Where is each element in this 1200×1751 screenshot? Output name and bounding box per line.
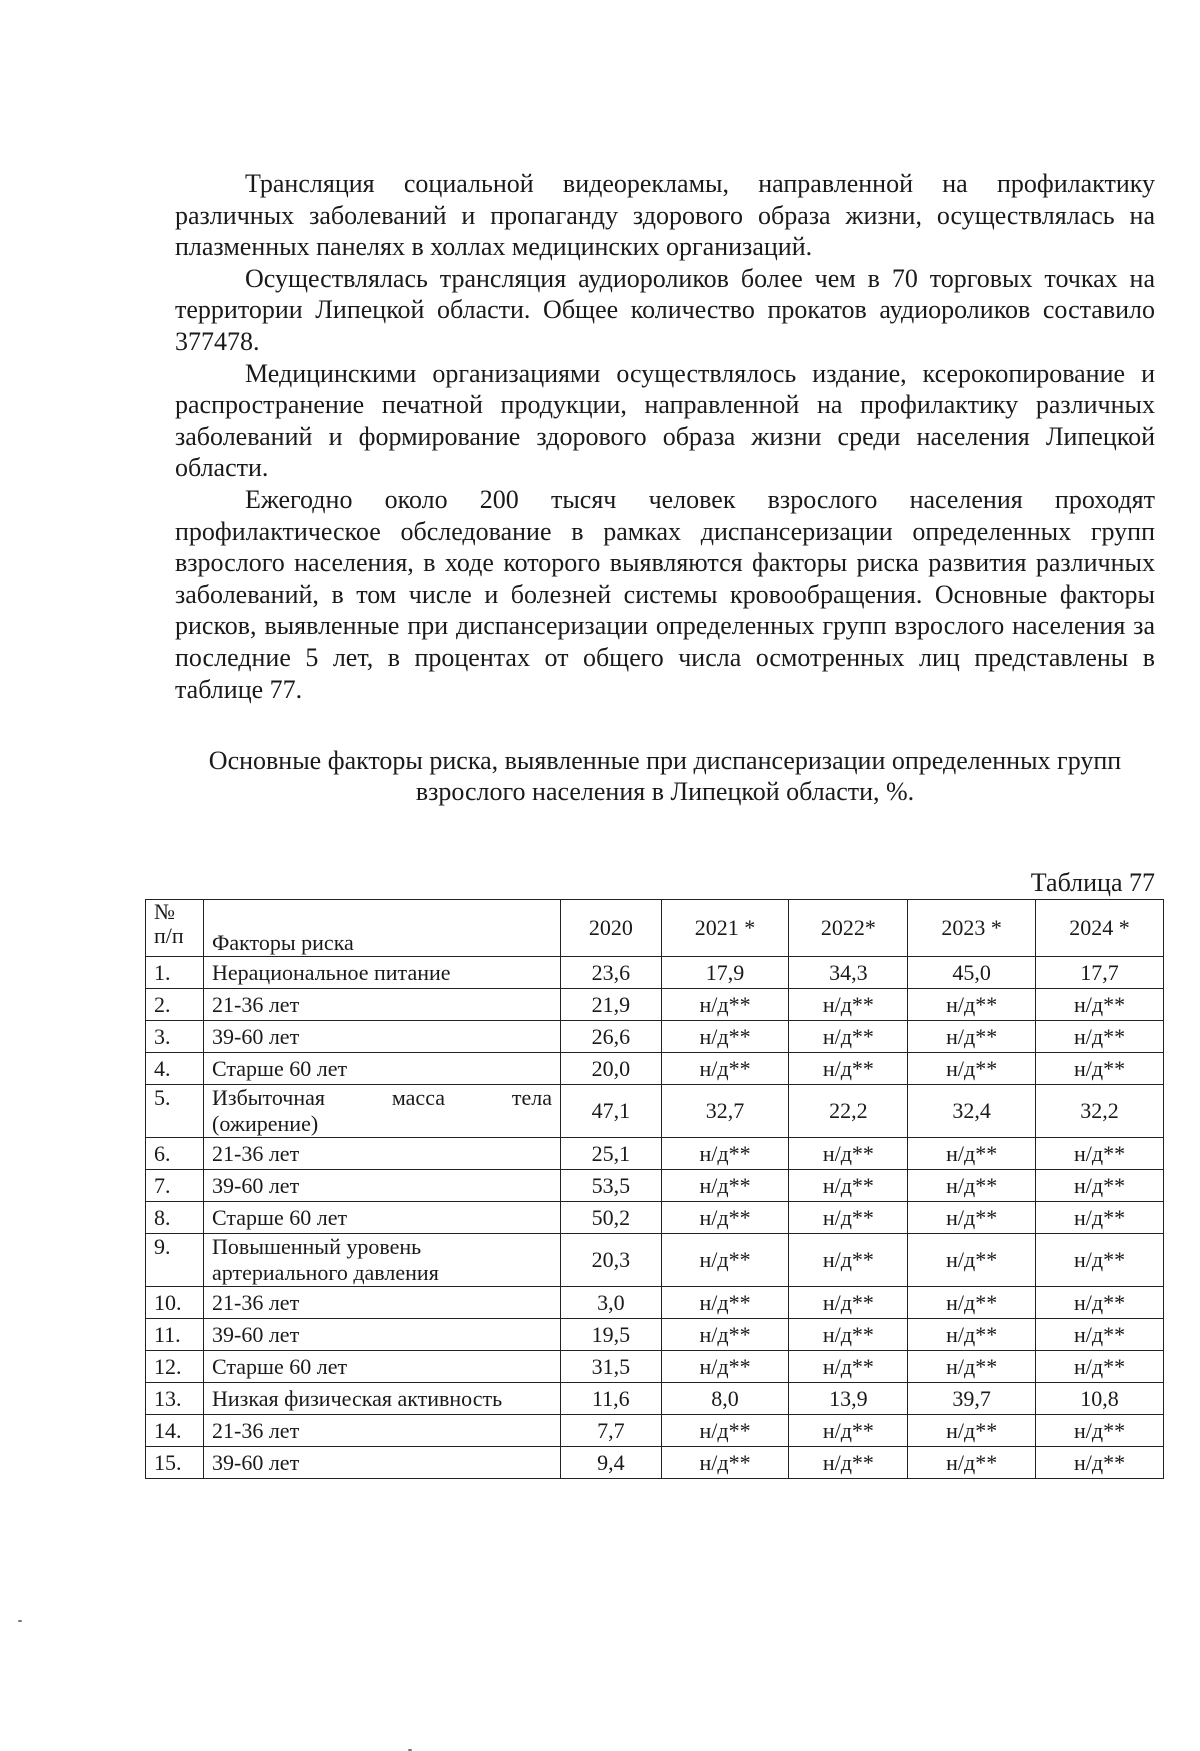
- risk-factor-cell: [204, 1234, 561, 1287]
- value-cell: 19,5: [561, 1319, 662, 1351]
- value-cell: 10,8: [1036, 1383, 1164, 1415]
- value-cell: н/д**: [908, 1021, 1036, 1053]
- value-cell: 25,1: [561, 1138, 662, 1170]
- value-cell: 23,6: [561, 957, 662, 989]
- header-year: 2021 *: [661, 900, 789, 957]
- value-cell: н/д**: [789, 1234, 908, 1287]
- risk-factor-cell: 39-60 лет: [204, 1447, 561, 1479]
- value-cell: 20,3: [561, 1234, 662, 1287]
- value-cell: 11,6: [561, 1383, 662, 1415]
- value-cell: н/д**: [661, 1170, 789, 1202]
- risk-factor-cell: 21-36 лет: [204, 1138, 561, 1170]
- value-cell: н/д**: [1036, 1053, 1164, 1085]
- value-cell: н/д**: [1036, 1447, 1164, 1479]
- row-number: 6.: [146, 1138, 204, 1170]
- value-cell: 50,2: [561, 1202, 662, 1234]
- table-row: [146, 1447, 1164, 1479]
- table-row: [146, 1234, 1164, 1287]
- row-number: 11.: [146, 1319, 204, 1351]
- paragraph: Медицинскими организациями осуществлялось издание, ксерокопирование и распространение печатной продукции, направленной на профилактику различных заболеваний и формирование здорового образа жизни среди населения Липецкой области.: [175, 358, 1155, 483]
- table-row: [146, 1351, 1164, 1383]
- value-cell: н/д**: [1036, 1021, 1164, 1053]
- risk-factor-cell: Нерациональное питание: [204, 957, 561, 989]
- row-number: 15.: [146, 1447, 204, 1479]
- table-caption: [175, 745, 1155, 807]
- value-cell: 47,1: [561, 1085, 662, 1138]
- row-number: 4.: [146, 1053, 204, 1085]
- value-cell: н/д**: [789, 1287, 908, 1319]
- value-cell: н/д**: [908, 989, 1036, 1021]
- risk-factors-table: [145, 899, 1164, 1479]
- value-cell: 22,2: [789, 1085, 908, 1138]
- table-caption-line: Основные факторы риска, выявленные при диспансеризации определенных групп: [208, 746, 1122, 775]
- table-row: [146, 989, 1164, 1021]
- risk-factor-word: тела: [511, 1085, 552, 1110]
- value-cell: н/д**: [1036, 1138, 1164, 1170]
- value-cell: н/д**: [789, 1021, 908, 1053]
- table-row: [146, 1138, 1164, 1170]
- value-cell: 32,2: [1036, 1085, 1164, 1138]
- value-cell: н/д**: [1036, 1287, 1164, 1319]
- value-cell: 9,4: [561, 1447, 662, 1479]
- row-number: 12.: [146, 1351, 204, 1383]
- value-cell: н/д**: [661, 1447, 789, 1479]
- header-year: 2023 *: [908, 900, 1036, 957]
- header-num: № п/п: [146, 900, 204, 957]
- risk-factor-cell: Старше 60 лет: [204, 1053, 561, 1085]
- row-number: 10.: [146, 1287, 204, 1319]
- risk-factor-cell: 21-36 лет: [204, 1287, 561, 1319]
- value-cell: 17,9: [661, 957, 789, 989]
- value-cell: н/д**: [908, 1234, 1036, 1287]
- table-row: [146, 957, 1164, 989]
- body-text: [175, 168, 1155, 705]
- value-cell: н/д**: [908, 1319, 1036, 1351]
- row-number: 14.: [146, 1415, 204, 1447]
- risk-factor-cell: 39-60 лет: [204, 1021, 561, 1053]
- value-cell: н/д**: [661, 1351, 789, 1383]
- header-year: 2020: [561, 900, 662, 957]
- risk-factor-cell: 39-60 лет: [204, 1319, 561, 1351]
- value-cell: н/д**: [661, 1319, 789, 1351]
- value-cell: н/д**: [789, 1415, 908, 1447]
- row-number: 8.: [146, 1202, 204, 1234]
- value-cell: 45,0: [908, 957, 1036, 989]
- risk-factor-line: Повышенный уровень: [212, 1234, 422, 1259]
- value-cell: н/д**: [789, 1138, 908, 1170]
- value-cell: н/д**: [661, 1053, 789, 1085]
- value-cell: н/д**: [661, 989, 789, 1021]
- row-number: 1.: [146, 957, 204, 989]
- table-row: [146, 1170, 1164, 1202]
- value-cell: 34,3: [789, 957, 908, 989]
- value-cell: н/д**: [1036, 1351, 1164, 1383]
- value-cell: н/д**: [789, 1447, 908, 1479]
- value-cell: н/д**: [661, 1234, 789, 1287]
- row-number: 13.: [146, 1383, 204, 1415]
- value-cell: н/д**: [908, 1287, 1036, 1319]
- table-header-row: [146, 900, 1164, 957]
- value-cell: н/д**: [789, 1053, 908, 1085]
- value-cell: н/д**: [908, 1138, 1036, 1170]
- value-cell: 31,5: [561, 1351, 662, 1383]
- value-cell: н/д**: [1036, 1234, 1164, 1287]
- value-cell: н/д**: [789, 1319, 908, 1351]
- value-cell: н/д**: [789, 989, 908, 1021]
- value-cell: н/д**: [908, 1053, 1036, 1085]
- value-cell: 21,9: [561, 989, 662, 1021]
- value-cell: н/д**: [1036, 989, 1164, 1021]
- risk-factor-cell: Старше 60 лет: [204, 1351, 561, 1383]
- value-cell: н/д**: [1036, 1415, 1164, 1447]
- risk-factor-cell: Старше 60 лет: [204, 1202, 561, 1234]
- value-cell: н/д**: [661, 1021, 789, 1053]
- value-cell: н/д**: [661, 1287, 789, 1319]
- value-cell: 53,5: [561, 1170, 662, 1202]
- risk-factor-word: Избыточная: [212, 1085, 326, 1110]
- value-cell: 13,9: [789, 1383, 908, 1415]
- table-row: [146, 1053, 1164, 1085]
- value-cell: 7,7: [561, 1415, 662, 1447]
- risk-factor-word: масса: [391, 1085, 445, 1110]
- risk-factor-cell: [204, 1085, 561, 1138]
- risk-factor-cell: 21-36 лет: [204, 989, 561, 1021]
- value-cell: 26,6: [561, 1021, 662, 1053]
- header-factor: Факторы риска: [204, 900, 561, 957]
- row-number: 2.: [146, 989, 204, 1021]
- value-cell: н/д**: [908, 1447, 1036, 1479]
- risk-factor-cell: 39-60 лет: [204, 1170, 561, 1202]
- table-row: [146, 1415, 1164, 1447]
- row-number: 5.: [146, 1085, 204, 1138]
- value-cell: 17,7: [1036, 957, 1164, 989]
- value-cell: н/д**: [908, 1202, 1036, 1234]
- table-row: [146, 1021, 1164, 1053]
- table-caption-line: взрослого населения в Липецкой области, %.: [415, 777, 915, 806]
- value-cell: н/д**: [661, 1202, 789, 1234]
- risk-factor-cell: 21-36 лет: [204, 1415, 561, 1447]
- header-year: 2024 *: [1036, 900, 1164, 957]
- value-cell: 3,0: [561, 1287, 662, 1319]
- value-cell: н/д**: [908, 1415, 1036, 1447]
- value-cell: н/д**: [1036, 1170, 1164, 1202]
- value-cell: н/д**: [661, 1138, 789, 1170]
- value-cell: 32,7: [661, 1085, 789, 1138]
- value-cell: н/д**: [908, 1351, 1036, 1383]
- value-cell: н/д**: [908, 1170, 1036, 1202]
- value-cell: н/д**: [789, 1351, 908, 1383]
- value-cell: 20,0: [561, 1053, 662, 1085]
- paragraph: Ежегодно около 200 тысяч человек взрослого населения проходят профилактическое обследование в рамках диспансеризации определенных групп взрослого населения, в ходе которого выявляются факторы риска развития различных заболеваний, в том числе и болезней системы кровообращения. Основные факторы рисков, выявленные при диспансеризации определенных групп взрослого населения за последние 5 лет, в процентах от общего числа осмотренных лиц представлены в таблице 77.: [175, 484, 1155, 704]
- value-cell: н/д**: [1036, 1202, 1164, 1234]
- value-cell: н/д**: [661, 1415, 789, 1447]
- risk-factor-line: (ожирение): [212, 1111, 319, 1136]
- row-number: 7.: [146, 1170, 204, 1202]
- value-cell: 8,0: [661, 1383, 789, 1415]
- table-row: [146, 1383, 1164, 1415]
- value-cell: н/д**: [789, 1202, 908, 1234]
- risk-factor-cell: Низкая физическая активность: [204, 1383, 561, 1415]
- value-cell: н/д**: [1036, 1319, 1164, 1351]
- scan-artifact: [18, 1620, 22, 1622]
- header-year: 2022*: [789, 900, 908, 957]
- row-number: 3.: [146, 1021, 204, 1053]
- table-row: [146, 1085, 1164, 1138]
- paragraph: Трансляция социальной видеорекламы, направленной на профилактику различных заболеваний и пропаганду здорового образа жизни, осуществлялась на плазменных панелях в холлах медицинских организаций.: [175, 169, 1155, 262]
- row-number: 9.: [146, 1234, 204, 1287]
- risk-factor-line: артериального давления: [212, 1260, 439, 1285]
- value-cell: н/д**: [789, 1170, 908, 1202]
- table-row: [146, 1319, 1164, 1351]
- table-row: [146, 1202, 1164, 1234]
- value-cell: 39,7: [908, 1383, 1036, 1415]
- table-row: [146, 1287, 1164, 1319]
- value-cell: 32,4: [908, 1085, 1036, 1138]
- paragraph: Осуществлялась трансляция аудиороликов более чем в 70 торговых точках на территории Липецкой области. Общее количество прокатов аудиороликов составило 377478.: [175, 263, 1155, 356]
- table-label: Таблица 77: [1030, 868, 1155, 897]
